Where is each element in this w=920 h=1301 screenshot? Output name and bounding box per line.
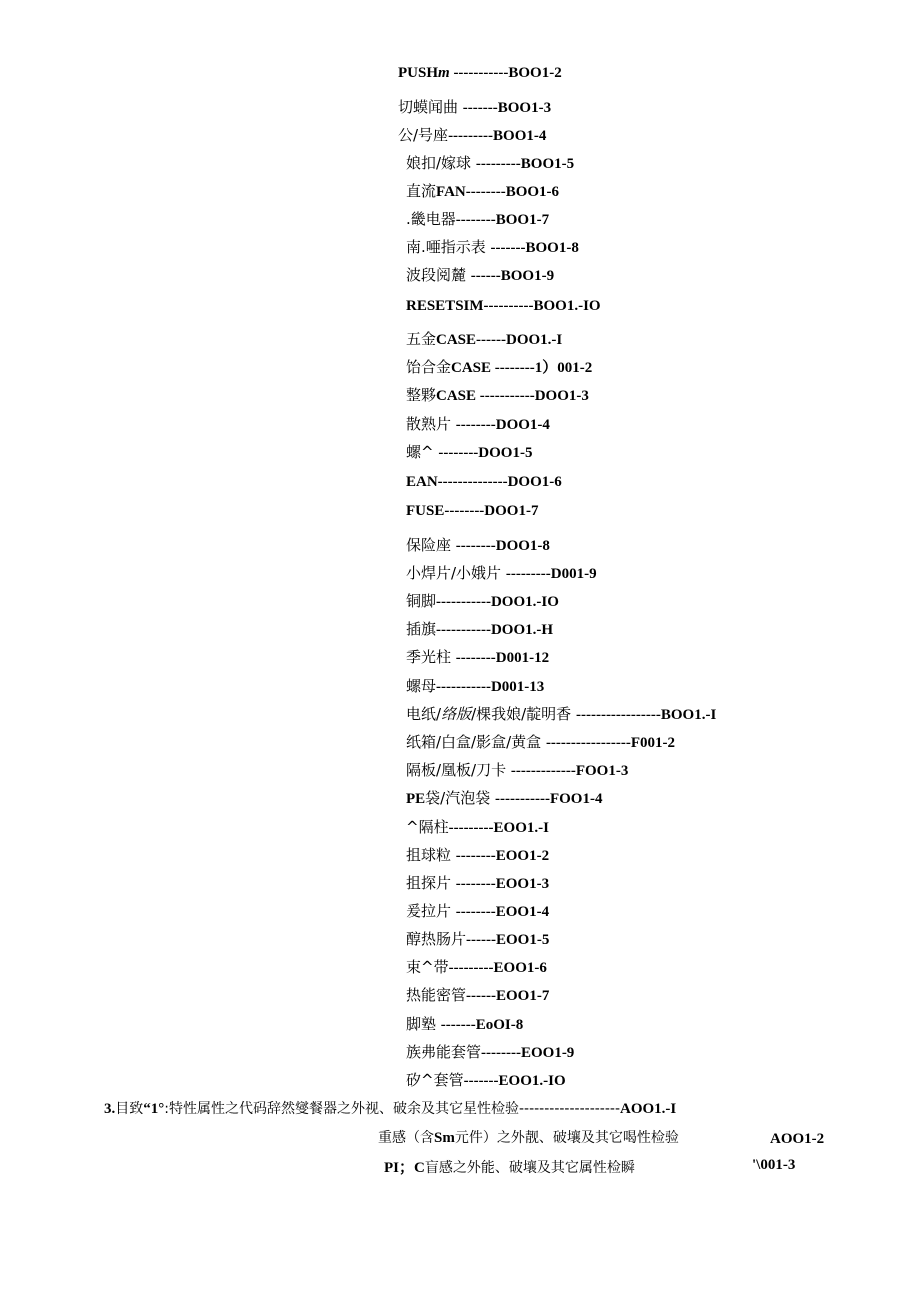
item-code: --------EOO1-9 — [481, 1045, 575, 1061]
item-name: ^隔柱 — [406, 818, 449, 836]
item-name: 切蟆闻曲 — [398, 98, 463, 116]
item-name: 铜脚 — [406, 592, 437, 610]
item-name: 纸箱/白盒/影盒/黄盒 — [406, 733, 546, 751]
list-item — [398, 125, 546, 146]
item-code: CASE -----------DOO1-3 — [436, 388, 589, 404]
item-code: ---------EOO1-6 — [448, 960, 547, 976]
item-name: /棵我娘/靛明香 — [471, 705, 576, 723]
list-item — [406, 265, 554, 286]
item-code: CASE --------1）001-2 — [451, 360, 593, 376]
list-item — [406, 845, 549, 866]
item-code: PUSH — [398, 65, 439, 81]
item-code: --------D001-12 — [455, 650, 550, 666]
item-name: 南.唖指示表 — [406, 238, 491, 256]
item-code: --------BOO1-7 — [455, 212, 550, 228]
item-name: 束^带 — [406, 958, 449, 976]
list-item — [406, 295, 601, 316]
item-code: -----------DOO1.-IO — [436, 594, 559, 610]
item-name: 螺^ — [406, 443, 439, 461]
section-heading — [104, 1099, 676, 1119]
list-item — [406, 985, 549, 1006]
item-code: -----------FOO1-4 — [495, 791, 603, 807]
item-code: m — [438, 65, 450, 81]
item-name: 直流 — [406, 182, 437, 200]
item-name: 公/号座 — [398, 126, 449, 144]
item-code: --------EOO1-4 — [455, 904, 550, 920]
item-code: ---------EOO1.-I — [448, 820, 549, 836]
item-name: 饴合金 — [406, 358, 452, 376]
item-code: -----------D001-13 — [436, 679, 545, 695]
item-code: ------BOO1-9 — [470, 268, 555, 284]
item-name: 整夥 — [406, 386, 437, 404]
item-code: CASE------DOO1.-I — [436, 332, 563, 348]
list-item — [406, 619, 553, 640]
item-code: FUSE--------DOO1-7 — [406, 503, 539, 519]
item-name: 保险座 — [406, 536, 456, 554]
sub-item-code — [752, 1154, 795, 1175]
list-item — [406, 676, 544, 697]
item-name: .畿电器 — [406, 210, 456, 228]
section-text: “1° — [143, 1101, 165, 1117]
list-item — [406, 1042, 574, 1063]
item-code: -----------DOO1.-H — [436, 622, 554, 638]
section-dashes: -------------------- — [518, 1101, 621, 1117]
sub-item-text: Sm — [434, 1130, 455, 1146]
sub-item-code — [770, 1128, 824, 1149]
item-name: 小焊片/小娥片 — [406, 564, 506, 582]
list-item — [406, 760, 628, 781]
list-item — [406, 647, 549, 668]
list-item — [406, 591, 559, 612]
item-code: RESETSIM----------BOO1.-IO — [406, 298, 601, 314]
item-code: -------------FOO1-3 — [510, 763, 629, 779]
list-item — [406, 385, 589, 406]
item-name: 袋/汽泡袋 — [425, 789, 495, 807]
item-code: --------EOO1-3 — [455, 876, 550, 892]
list-item — [406, 901, 549, 922]
item-code: -----------------F001-2 — [545, 735, 676, 751]
list-item — [406, 873, 549, 894]
list-item — [406, 929, 549, 950]
list-item — [406, 357, 592, 378]
item-code: ------EOO1-5 — [466, 932, 550, 948]
item-code: --------EOO1-2 — [455, 848, 550, 864]
section-code: AOO1.-I — [620, 1101, 677, 1117]
item-name: 波段阅麓 — [406, 266, 471, 284]
list-item — [406, 181, 559, 202]
sub-item — [384, 1158, 635, 1178]
list-item — [406, 817, 549, 838]
list-item — [406, 704, 716, 725]
item-code: EAN--------------DOO1-6 — [406, 474, 562, 490]
item-code: --------DOO1-8 — [455, 538, 550, 554]
item-name: 族弗能套管 — [406, 1043, 482, 1061]
item-code: -----------BOO1-2 — [449, 65, 562, 81]
item-name: 热能密管 — [406, 986, 467, 1004]
list-item — [406, 442, 532, 463]
sub-item-text: PI；C — [384, 1160, 425, 1176]
list-item — [406, 788, 602, 809]
section-number: 3. — [104, 1101, 116, 1117]
section-text: :特性属性之代码辞然燮餐器之外视、破余及其它星性检验 — [164, 1101, 519, 1117]
item-name: 五金 — [406, 330, 437, 348]
item-code: -------EOO1.-IO — [463, 1073, 566, 1089]
item-name: 螺母 — [406, 677, 437, 695]
sub-item-text: 元件）之外靓、破壤及其它喝性检验 — [454, 1130, 679, 1146]
sub-item-code-text: AOO1-2 — [770, 1131, 825, 1147]
item-name: 散熟片 — [406, 415, 456, 433]
list-item — [406, 209, 549, 230]
section-text: 目致 — [115, 1101, 144, 1117]
sub-item-text: 盲感之外能、破壤及其它属性检瞬 — [424, 1160, 635, 1176]
sub-item — [378, 1128, 679, 1148]
list-item — [406, 563, 597, 584]
item-name: PE — [406, 791, 426, 807]
item-name: 抯探片 — [406, 874, 456, 892]
list-item — [406, 1070, 566, 1091]
sub-item-text: 重感（含 — [378, 1130, 434, 1146]
item-name: 插旗 — [406, 620, 437, 638]
item-code: --------DOO1-4 — [455, 417, 550, 433]
list-item — [406, 1014, 523, 1035]
list-item — [398, 62, 562, 83]
list-item — [406, 471, 562, 492]
item-code: ---------BOO1-4 — [448, 128, 547, 144]
list-item — [398, 97, 551, 118]
item-name: 隔板/凰板/刀卡 — [406, 761, 511, 779]
item-code: ------EOO1-7 — [466, 988, 550, 1004]
list-item — [406, 153, 574, 174]
item-name: 醇热肠片 — [406, 930, 467, 948]
list-item — [406, 414, 550, 435]
item-code: -------BOO1-8 — [490, 240, 579, 256]
list-item — [406, 329, 562, 350]
item-name: 季光柱 — [406, 648, 456, 666]
list-item — [406, 957, 547, 978]
item-code: ---------BOO1-5 — [475, 156, 575, 172]
item-name: 脚塾 — [406, 1015, 441, 1033]
item-code: --------DOO1-5 — [438, 445, 533, 461]
item-name: 抯球粒 — [406, 846, 456, 864]
list-item — [406, 237, 579, 258]
item-name: 络版 — [441, 705, 472, 723]
list-item — [406, 500, 538, 521]
item-name: 电纸/ — [406, 705, 442, 723]
sub-item-code-text: '\001-3 — [752, 1157, 796, 1173]
item-code: -------BOO1-3 — [462, 100, 552, 116]
item-code: FAN--------BOO1-6 — [436, 184, 560, 200]
item-name: 爰拉片 — [406, 902, 456, 920]
item-code: -----------------BOO1.-I — [575, 707, 717, 723]
item-code: ---------D001-9 — [505, 566, 597, 582]
item-name: 娘扣/嫁球 — [406, 154, 476, 172]
list-item — [406, 732, 675, 753]
item-name: 矽^套管 — [406, 1071, 464, 1089]
list-item — [406, 535, 550, 556]
item-code: -------EoOI-8 — [440, 1017, 524, 1033]
